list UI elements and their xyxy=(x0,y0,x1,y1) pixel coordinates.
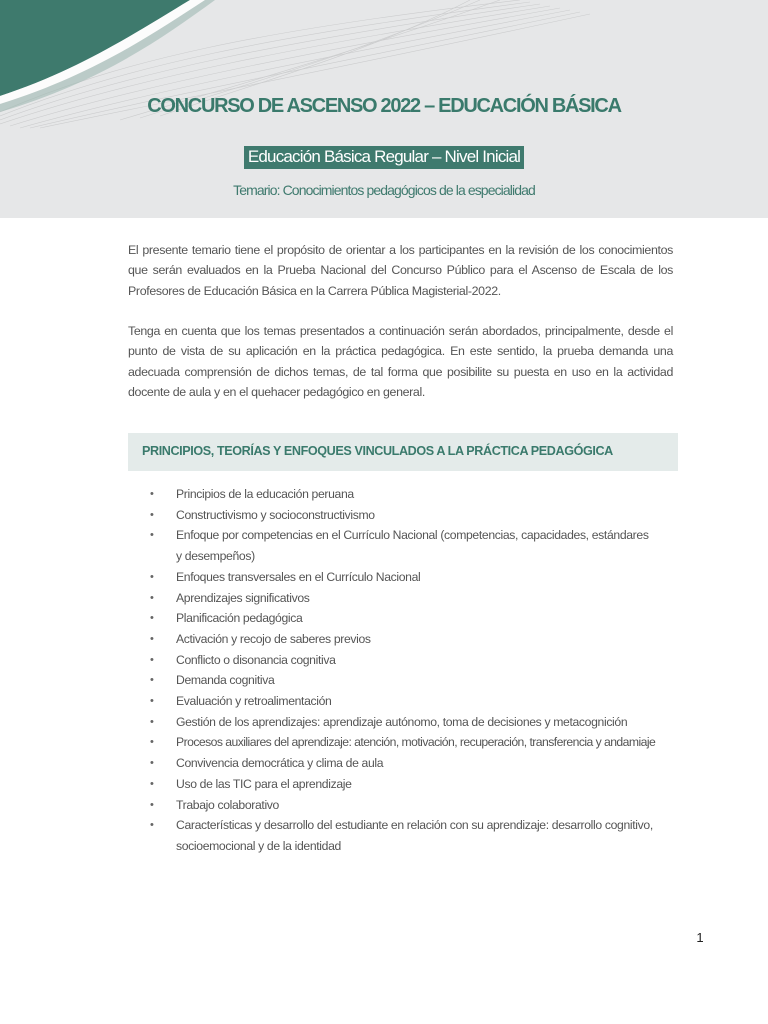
bullet-icon: • xyxy=(150,508,154,521)
list-item xyxy=(150,567,680,588)
list-item xyxy=(150,629,680,650)
list-item xyxy=(150,712,680,733)
bullet-icon: • xyxy=(150,736,154,749)
bullet-icon: • xyxy=(150,632,154,645)
list-item-text: Constructivismo y socioconstructivismo xyxy=(176,507,375,522)
list-item-text: Activación y recojo de saberes previos xyxy=(176,631,371,646)
list-item xyxy=(150,815,680,856)
topics-list xyxy=(150,484,680,857)
list-item-text: Demanda cognitiva xyxy=(176,673,275,688)
list-item xyxy=(150,650,680,671)
level-wrapper xyxy=(0,146,768,169)
list-item xyxy=(150,732,680,753)
list-item-text: Procesos auxiliares del aprendizaje: atención, motivación, recuperación, transferencia y andamiaje xyxy=(176,735,656,750)
list-item-text: Enfoques transversales en el Currículo Nacional xyxy=(176,569,421,584)
page-number: 1 xyxy=(696,930,704,945)
intro-paragraph-2: Tenga en cuenta que los temas presentados a continuación serán abordados, principalmente, desde el punto de vista de su aplicación en la práctica pedagógica. En este sentido, la prueba demanda una adecuada comprensión de dichos temas, de tal forma que posibilite su puesta en uso en la actividad docente de aula y en el quehacer pedagógico en general. xyxy=(128,324,673,399)
list-item-text: Uso de las TIC para el aprendizaje xyxy=(176,776,352,791)
document-title: CONCURSO DE ASCENSO 2022 – EDUCACIÓN BÁSICA xyxy=(147,95,621,117)
list-item xyxy=(150,525,680,566)
bullet-icon: • xyxy=(150,757,154,770)
list-item xyxy=(150,795,680,816)
list-item-text: Aprendizajes significativos xyxy=(176,590,310,605)
list-item-text: Conflicto o disonancia cognitiva xyxy=(176,652,336,667)
list-item-text: Trabajo colaborativo xyxy=(176,797,279,812)
list-item-text: Principios de la educación peruana xyxy=(176,487,354,501)
list-item-text: Evaluación y retroalimentación xyxy=(176,694,332,709)
section-title: PRINCIPIOS, TEORÍAS Y ENFOQUES VINCULADOS A LA PRÁCTICA PEDAGÓGICA xyxy=(142,444,613,458)
temario-subtitle: Temario: Conocimientos pedagógicos de la especialidad xyxy=(233,182,535,198)
list-item xyxy=(150,588,680,609)
list-item xyxy=(150,753,680,774)
bullet-icon: • xyxy=(150,488,154,500)
bullet-icon: • xyxy=(150,715,154,728)
section-header xyxy=(128,433,678,471)
bullet-icon: • xyxy=(150,570,154,583)
intro-paragraph-1: El presente temario tiene el propósito de orientar a los participantes en la revisión de los conocimientos que serán evaluados en la Prueba Nacional del Concurso Público para el Ascenso de Escala de los Profesores de Educación Básica en la Carrera Pública Magisterial-2022. xyxy=(128,243,673,298)
bullet-icon: • xyxy=(150,591,154,604)
bullet-icon: • xyxy=(150,695,154,708)
accent-shape xyxy=(0,0,190,96)
bullet-icon: • xyxy=(150,819,154,832)
list-item-text: Enfoque por competencias en el Currículo Nacional (competencias, capacidades, estándares y desempeños) xyxy=(176,528,649,564)
bullet-icon: • xyxy=(150,798,154,811)
list-item xyxy=(150,691,680,712)
level-badge: Educación Básica Regular – Nivel Inicial xyxy=(244,146,524,169)
bullet-icon: • xyxy=(150,777,154,790)
list-item-text: Convivencia democrática y clima de aula xyxy=(176,756,384,771)
list-item-text: Características y desarrollo del estudiante en relación con su aprendizaje: desarrollo cognitivo, socioemocional y de la identidad xyxy=(176,818,653,853)
list-item xyxy=(150,608,680,629)
bullet-icon: • xyxy=(150,529,154,542)
bullet-icon: • xyxy=(150,612,154,625)
list-item xyxy=(150,505,680,526)
bullet-icon: • xyxy=(150,653,154,666)
list-item-text: Gestión de los aprendizajes: aprendizaje autónomo, toma de decisiones y metacognición xyxy=(176,714,628,729)
bullet-icon: • xyxy=(150,674,154,687)
list-item xyxy=(150,774,680,795)
list-item-text: Planificación pedagógica xyxy=(176,611,303,626)
list-item xyxy=(150,670,680,691)
list-item xyxy=(150,484,680,505)
